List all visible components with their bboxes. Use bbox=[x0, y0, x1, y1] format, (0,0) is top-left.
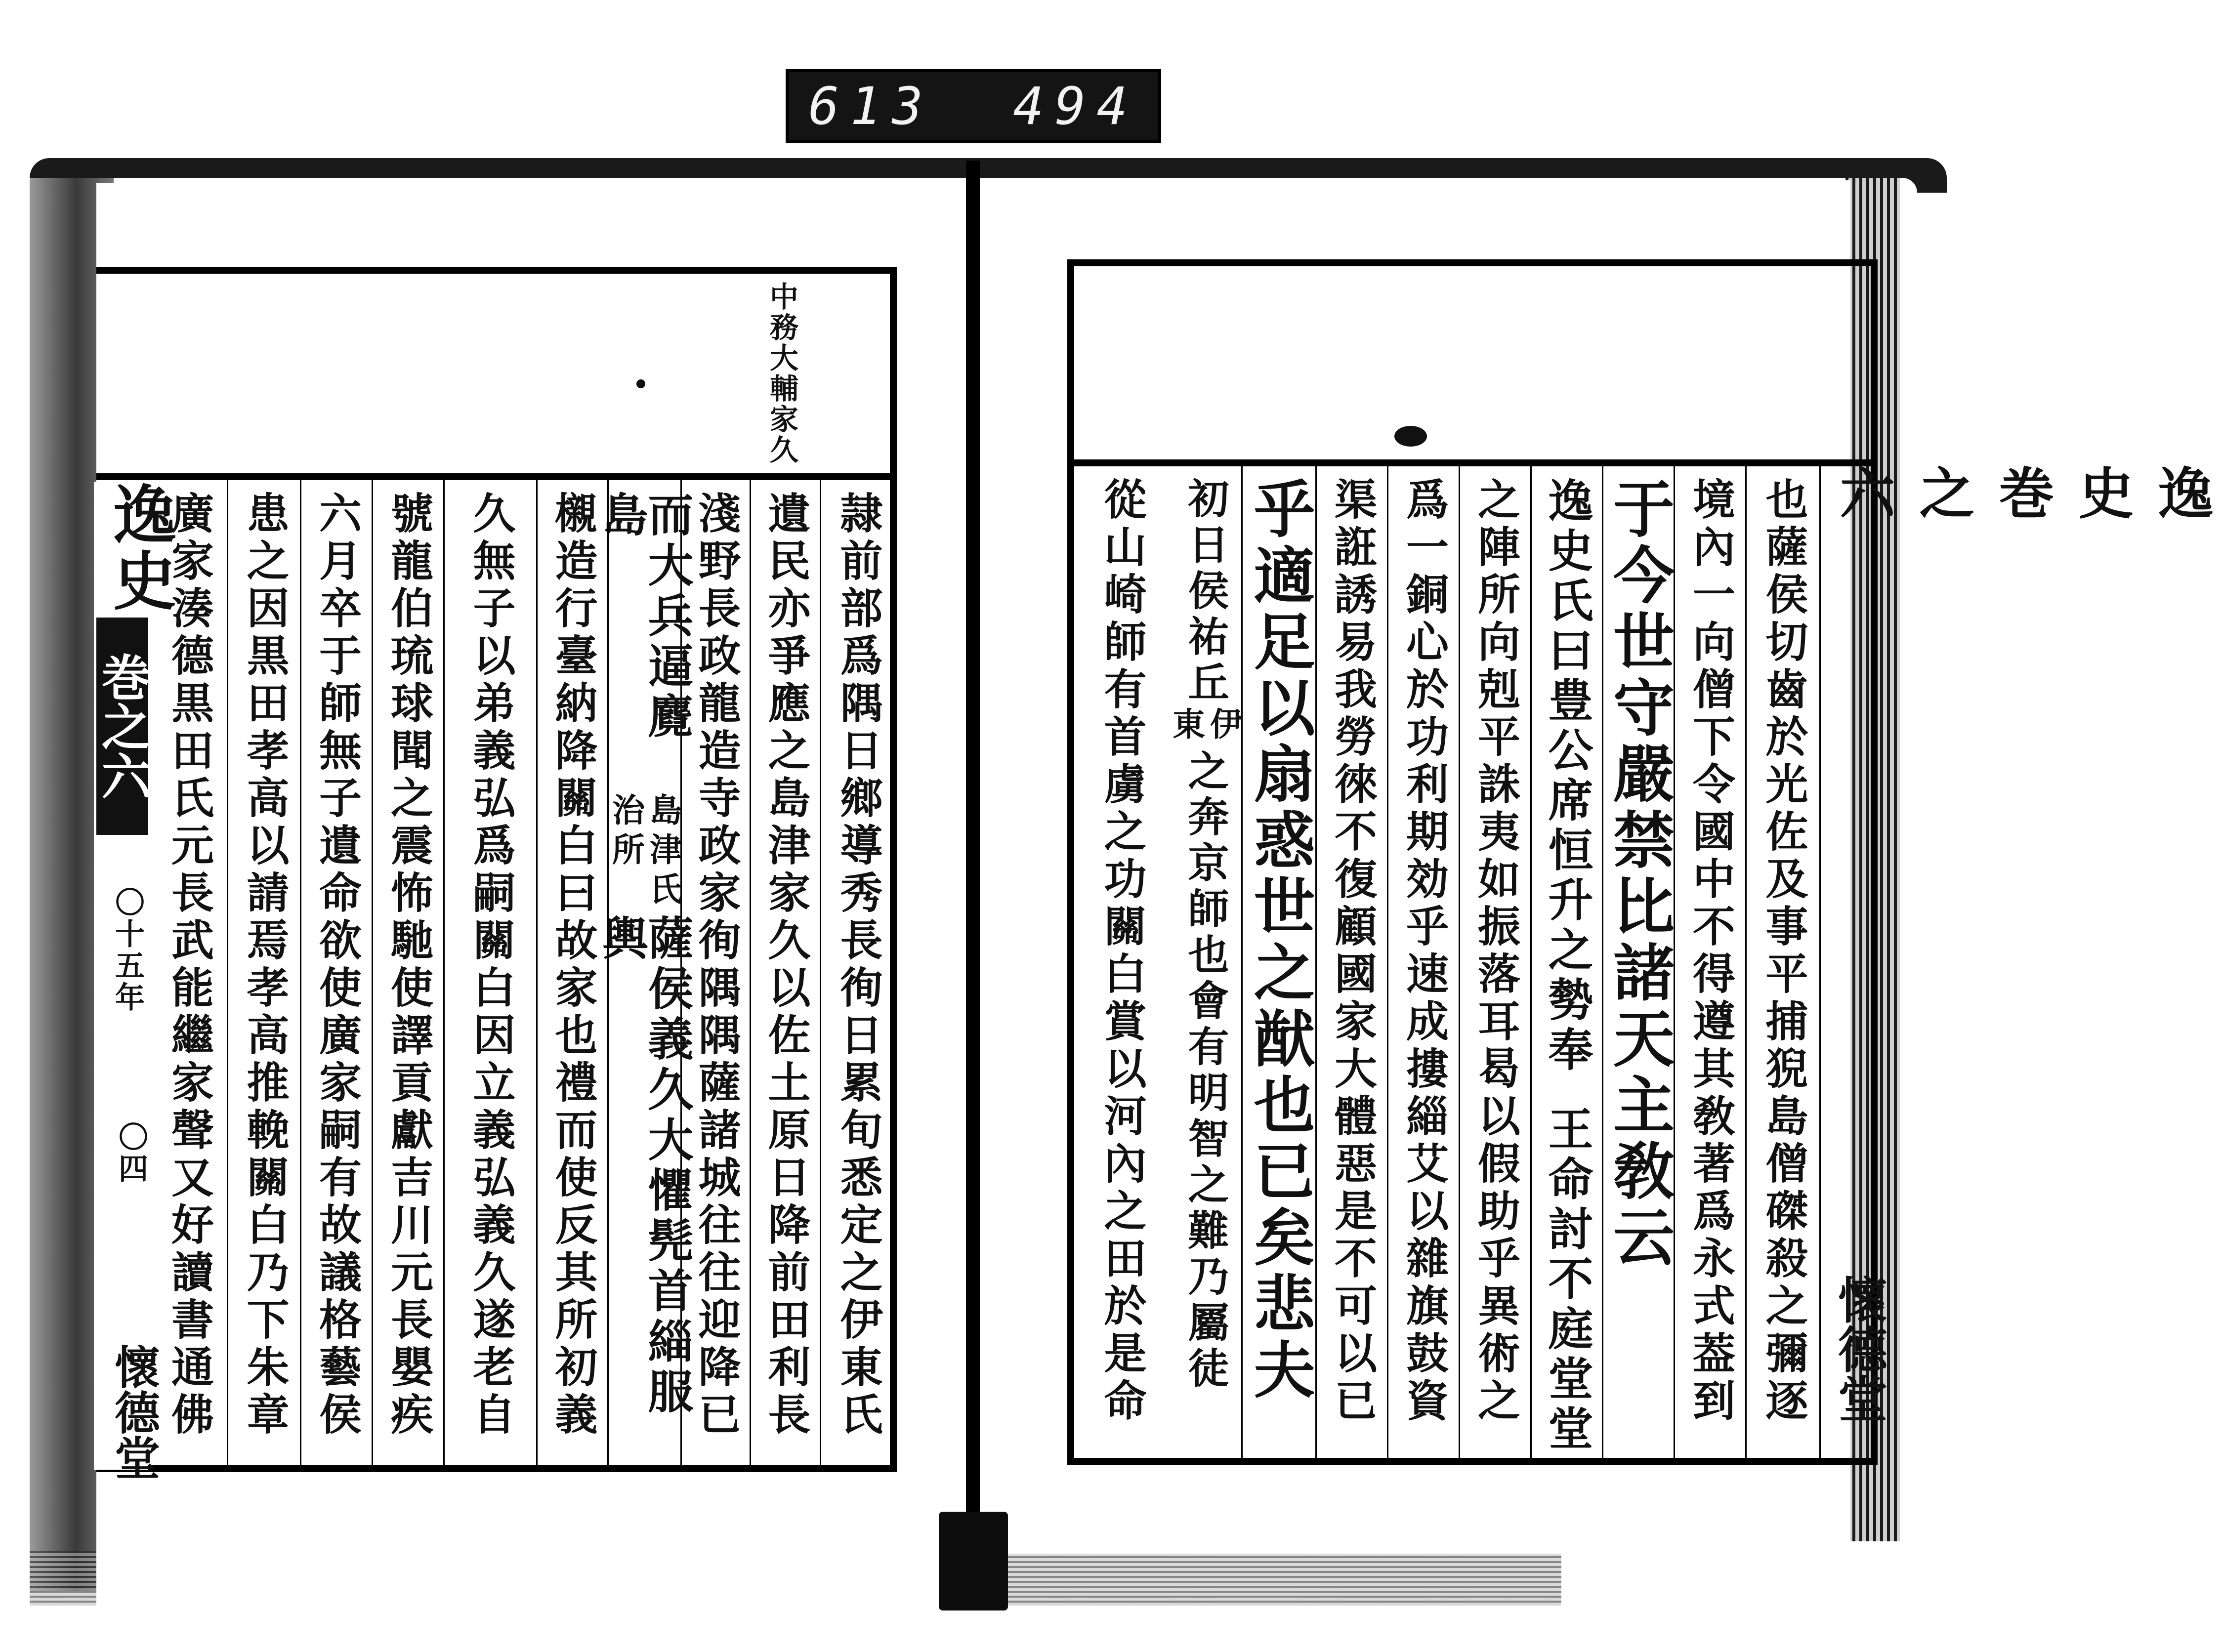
folio-leaf: 〇四 bbox=[114, 1121, 148, 1185]
left-column-8: 六月卒于師無子遺命欲使廣家嗣有故議格藝侯 bbox=[301, 480, 373, 1468]
left-column-1: 隷前部爲隅日鄉導秀長徇日累旬悉定之伊東氏 bbox=[821, 480, 895, 1468]
right-column-4: 逸史氏曰豊公席恒升之勢奉 王命討不庭堂堂 bbox=[1532, 466, 1603, 1459]
interlinear-note: 伊 東 bbox=[1167, 707, 1243, 746]
right-column-6: 爲一銅心於功利期効乎速成摟緇艾以雜旗鼓資 bbox=[1388, 466, 1460, 1459]
left-column-7: 號龍伯琉球聞之震怖馳使譯貢獻吉川元長嬰疾 bbox=[373, 480, 445, 1468]
volume-badge bbox=[93, 618, 152, 835]
interlinear-note: 島津氏 治所 bbox=[606, 793, 683, 912]
book-gutter bbox=[966, 161, 980, 1544]
left-column-5: 櫬造行臺納降關白曰故家也禮而使反其所初義 bbox=[538, 480, 609, 1468]
left-header-rule bbox=[96, 473, 897, 480]
plate-right-number: 494 bbox=[1013, 76, 1138, 136]
right-column-2: 境內一向僧下令國中不得遵其敎著爲永式葢到 bbox=[1675, 466, 1747, 1459]
left-column-4: 而大兵逼麑島 島津氏 治所 薩侯義久大懼髡首緇服輿 bbox=[609, 480, 682, 1468]
right-column-3: 于今世守嚴禁比諸天主敎云 bbox=[1603, 466, 1675, 1459]
right-column-7: 渠誑誘易我勞徠不復顧國家大體惡是不可以已 bbox=[1317, 466, 1388, 1459]
right-column-9: 初日侯祐丘 伊 東 之奔京師也會有明智之難乃屬徒 bbox=[1169, 466, 1243, 1459]
ink-dot bbox=[636, 379, 645, 388]
left-column-9: 患之因黒田孝高以請焉孝高推輓關白乃下朱章 bbox=[228, 480, 301, 1468]
folio-year: 〇十五年 bbox=[110, 887, 145, 1013]
gutter-clip bbox=[939, 1512, 1008, 1611]
right-column-5: 之陣所向剋平誅夷如振落耳曷以假助乎異術之 bbox=[1460, 466, 1532, 1459]
ink-blot bbox=[1394, 426, 1427, 447]
right-running-title: 逸史 巻之六 bbox=[1831, 464, 2214, 520]
left-column-2: 遺民亦爭應之島津家久以佐土原日降前田利長 bbox=[751, 480, 821, 1468]
right-column-1: 也薩侯切齒於光佐及事平捕猊島僧磔殺之彌逐 bbox=[1747, 466, 1821, 1459]
publisher-name: 懷德堂 bbox=[107, 1344, 161, 1480]
plate-left-number: 613 bbox=[808, 76, 934, 136]
right-header-rule bbox=[1067, 459, 1878, 466]
archive-plate bbox=[786, 69, 1161, 143]
running-title: 逸史 bbox=[102, 482, 176, 614]
right-column-8: 乎適足以扇惑世之猷也已矣悲夫 bbox=[1243, 466, 1317, 1459]
left-column-3: 淺野長政龍造寺政家徇隅隅薩諸城往往迎降已 bbox=[682, 480, 751, 1468]
right-margin-mark: 懷德堂 bbox=[1830, 1275, 1888, 1423]
volume-label: 巻之六 bbox=[93, 652, 152, 800]
left-column-6: 久無子以弟義弘爲嗣關白因立義弘義久遂老自 bbox=[445, 480, 538, 1468]
left-column-10: 廣家湊德黒田氏元長武能繼家聲又好讀書通佛 bbox=[151, 480, 228, 1468]
left-headnote: 中務大輔家久 bbox=[765, 282, 798, 465]
right-column-10: 從山崎師有首虜之功關白賞以河內之田於是命 bbox=[1096, 477, 1147, 1426]
